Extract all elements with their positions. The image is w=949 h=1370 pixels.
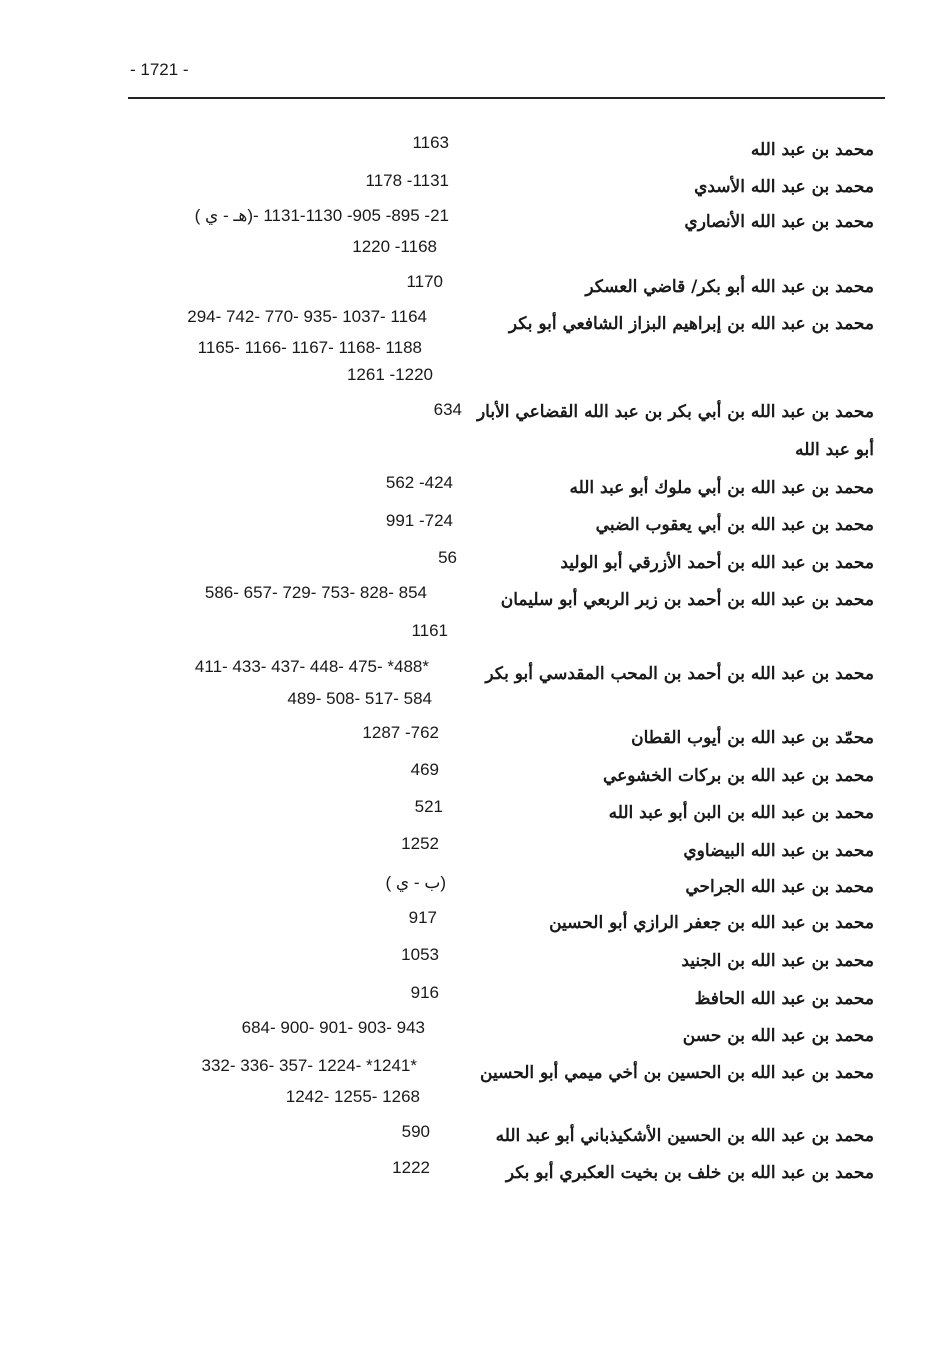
entry-name: محمد بن عبد الله بن أحمد بن زبر الربعي أبو سليمان bbox=[500, 590, 874, 610]
entry-name: محمد بن عبد الله بن الحسين بن أخي ميمي أبو الحسين bbox=[480, 1063, 874, 1083]
entry-refs: 562 -424 bbox=[385, 473, 453, 492]
entry-refs: 1261 -1220 bbox=[346, 365, 433, 384]
entry-name: محمد بن عبد الله bbox=[750, 140, 874, 160]
entry-name: محمد بن عبد الله بن أحمد بن المحب المقدسي أبو بكر bbox=[485, 664, 874, 684]
entry-refs: 991 -724 bbox=[385, 511, 453, 530]
entry-name: محمد بن عبد الله بن الحسين الأشكيذباني أبو عبد الله bbox=[495, 1126, 874, 1146]
entry-name: محمد بن عبد الله بن البن أبو عبد الله bbox=[608, 803, 874, 823]
entry-refs: 1220 -1168 bbox=[352, 237, 437, 256]
entry-refs: ( هـ - ي)- 21- 895- 905- 1130-1131 bbox=[194, 206, 449, 225]
entry-name: محمّد بن عبد الله بن أيوب القطان bbox=[631, 728, 874, 748]
entry-refs: 1252 bbox=[401, 834, 439, 853]
entry-refs: 521 bbox=[414, 797, 443, 816]
entry-name: محمد بن عبد الله بن الجنيد bbox=[681, 951, 874, 971]
entry-name: محمد بن عبد الله بن جعفر الرازي أبو الحسين bbox=[549, 913, 874, 933]
entry-name: محمد بن عبد الله بن بركات الخشوعي bbox=[602, 766, 874, 786]
entry-name: محمد بن عبد الله بن إبراهيم البزاز الشافعي أبو بكر bbox=[508, 314, 874, 334]
entry-refs: 916 bbox=[410, 983, 439, 1002]
entry-refs: 1287 -762 bbox=[362, 723, 439, 742]
page-number: - 1721 - bbox=[130, 60, 189, 79]
entry-refs: 1165- 1166- 1167- 1168- 1188 bbox=[197, 338, 422, 357]
entry-name: أبو عبد الله bbox=[795, 440, 874, 460]
entry-refs: 1163 bbox=[412, 133, 449, 152]
entry-name: محمد بن عبد الله أبو بكر/ قاضي العسكر bbox=[585, 277, 874, 297]
entry-refs: 1161 bbox=[411, 621, 448, 640]
entry-refs: 294- 742- 770- 935- 1037- 1164 bbox=[187, 307, 427, 326]
entry-name: محمد بن عبد الله الحافظ bbox=[694, 989, 874, 1009]
entry-refs: 1222 bbox=[392, 1158, 430, 1177]
entry-name: محمد بن عبد الله الجراحي bbox=[685, 877, 874, 897]
entry-refs: 590 bbox=[401, 1122, 430, 1141]
entry-name: محمد بن عبد الله بن حسن bbox=[682, 1026, 874, 1046]
entry-refs: 411- 433- 437- 448- 475- *488* bbox=[194, 657, 429, 676]
entry-refs: 332- 336- 357- 1224- *1241* bbox=[201, 1056, 417, 1075]
entry-name: محمد بن عبد الله البيضاوي bbox=[683, 841, 874, 861]
entry-refs: 1178 -1131 bbox=[365, 171, 449, 190]
entry-name: محمد بن عبد الله بن أحمد الأزرقي أبو الوليد bbox=[560, 553, 874, 573]
entry-refs: 684- 900- 901- 903- 943 bbox=[241, 1018, 425, 1037]
entry-name: محمد بن عبد الله الأسدي bbox=[694, 177, 874, 197]
entry-refs: 1053 bbox=[401, 945, 439, 964]
entry-name: محمد بن عبد الله بن أبي ملوك أبو عبد الله bbox=[569, 478, 874, 498]
entry-name: محمد بن عبد الله بن خلف بن بخيت العكبري أبو بكر bbox=[505, 1163, 874, 1183]
entry-refs: 489- 508- 517- 584 bbox=[287, 689, 432, 708]
entry-refs: 469 bbox=[410, 760, 439, 779]
entry-refs: ( ب - ي) bbox=[385, 873, 446, 892]
entry-refs: 1242- 1255- 1268 bbox=[285, 1087, 420, 1106]
entry-refs: 586- 657- 729- 753- 828- 854 bbox=[204, 583, 427, 602]
entry-refs: 917 bbox=[408, 908, 437, 927]
entry-name: محمد بن عبد الله الأنصاري bbox=[684, 212, 874, 232]
entry-name: محمد بن عبد الله بن أبي يعقوب الضبي bbox=[595, 515, 874, 535]
entry-refs: 634 bbox=[433, 400, 462, 419]
entry-name: محمد بن عبد الله بن أبي بكر بن عبد الله القضاعي الأبار bbox=[476, 402, 874, 422]
entry-refs: 56 bbox=[438, 548, 457, 567]
entry-refs: 1170 bbox=[406, 272, 443, 291]
